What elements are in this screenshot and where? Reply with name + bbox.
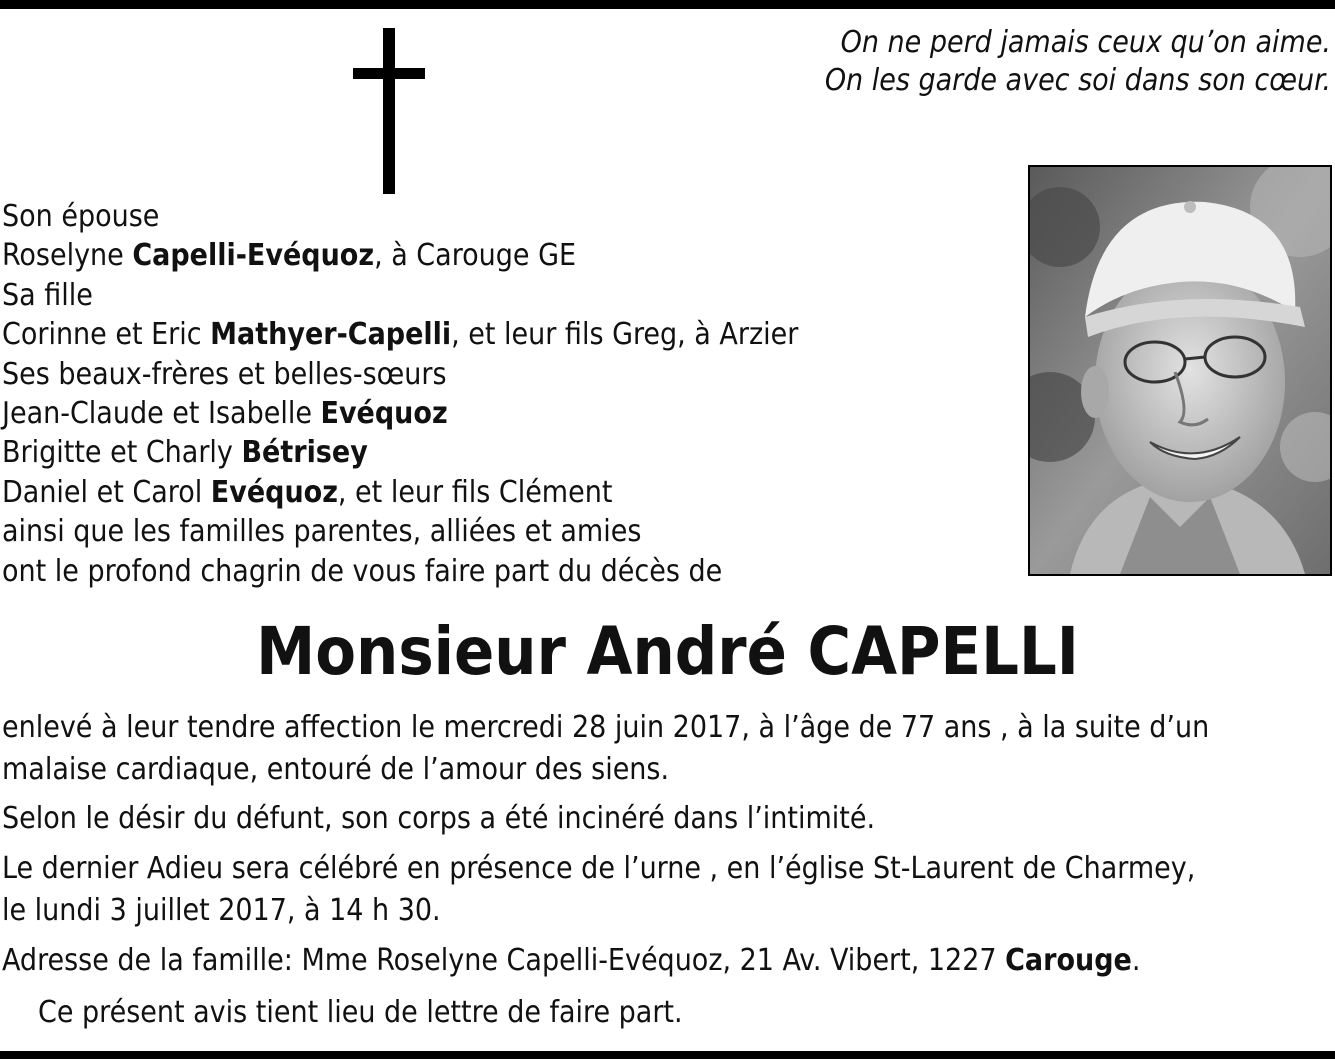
family-line: Son épouse: [2, 199, 160, 234]
family-line: ainsi que les familles parentes, alliées et amies: [2, 514, 642, 550]
quote-line-1: On ne perd jamais ceux qu’on aime.: [840, 25, 1331, 60]
top-rule: [0, 0, 1335, 9]
deceased-name: Monsieur André CAPELLI: [256, 613, 1079, 690]
family-list: [2, 197, 798, 591]
epitaph-quote: [825, 24, 1331, 100]
family-line: Jean-Claude et Isabelle Evéquoz: [2, 396, 448, 432]
family-line: Ses beaux-frères et belles-sœurs: [2, 356, 447, 392]
family-line: Sa fille: [2, 277, 93, 313]
family-line: Corinne et Eric Mathyer-Capelli, et leur fils Greg, à Arzier: [2, 317, 799, 353]
family-line: Daniel et Carol Evéquoz, et leur fils Clément: [2, 474, 613, 510]
notice-statement: Ce présent avis tient lieu de lettre de faire part.: [38, 995, 683, 1030]
family-line: ont le profond chagrin de vous faire part du décès de: [2, 553, 723, 589]
family-line: Roselyne Capelli-Evéquoz, à Carouge GE: [2, 238, 577, 274]
quote-line-2: On les garde avec soi dans son cœur.: [824, 63, 1331, 98]
family-address: Adresse de la famille: Mme Roselyne Capelli-Evéquoz, 21 Av. Vibert, 1227 Carouge.: [2, 943, 1141, 978]
ceremony-details: Le dernier Adieu sera célébré en présence de l’urne , en l’église St-Laurent de Charmey, le lundi 3 juillet 2017, à 14 h 30.: [2, 851, 1196, 928]
portrait-photo: [1028, 165, 1332, 576]
cremation-note: Selon le désir du défunt, son corps a été incinéré dans l’intimité.: [2, 801, 876, 836]
death-details: enlevé à leur tendre affection le mercredi 28 juin 2017, à l’âge de 77 ans , à la suite d’un malaise cardiaque, entouré de l’amour des siens.: [2, 710, 1210, 787]
family-line: Brigitte et Charly Bétrisey: [2, 435, 368, 471]
cross-icon: [353, 28, 425, 194]
bottom-rule: [0, 1051, 1335, 1059]
